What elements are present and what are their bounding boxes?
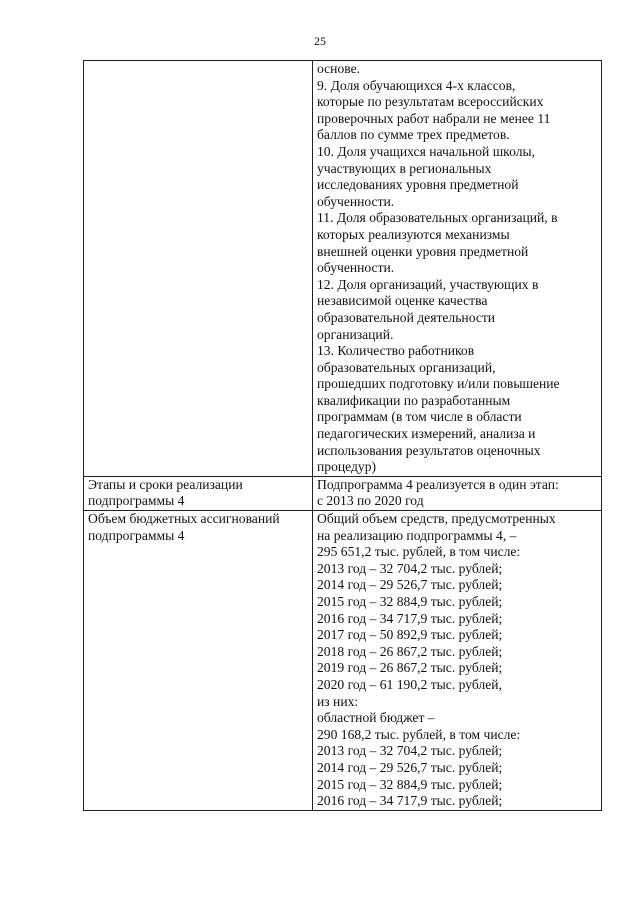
row-content-line: Подпрограмма 4 реализуется в один этап: [317,476,559,492]
row-content-line: независимой оценке качества [317,293,488,309]
row-label-cell [84,511,313,811]
table-row [84,61,602,477]
row-content-line: квалификации по разработанным [317,392,511,408]
row-content-line: образовательных организаций, [317,359,496,375]
row-content-line: 9. Доля обучающихся 4-х классов, [317,77,516,93]
row-label-cell [84,476,313,510]
row-content-line: 2015 год – 32 884,9 тыс. рублей; [317,594,503,609]
row-content-line: процедур) [317,459,377,475]
row-content-line: проверочных работ набрали не менее 11 [317,110,551,126]
row-content-line: 2018 год – 26 867,2 тыс. рублей; [317,643,503,659]
row-content-line: 13. Количество работников [317,343,475,359]
row-content-line: 12. Доля организаций, участвующих в [317,276,539,292]
row-content-line: обученности. [317,260,395,276]
row-content-line: Общий объем средств, предусмотренных [317,511,556,527]
row-content-line: 2014 год – 29 526,7 тыс. рублей; [317,759,503,775]
row-content-line: 2013 год – 32 704,2 тыс. рублей; [317,743,503,759]
table-body [84,61,602,811]
row-content-line: из них: [317,693,359,709]
row-content-line: исследованиях уровня предметной [317,177,519,193]
row-content-line: основе. [317,61,361,76]
row-content-line: участвующих в региональных [317,160,492,176]
row-content-line: 295 651,2 тыс. рублей, в том числе: [317,544,521,560]
row-content-line: 2014 год – 29 526,7 тыс. рублей; [317,577,503,593]
row-content-line: 290 168,2 тыс. рублей, в том числе: [317,726,521,742]
row-label-line: Этапы и сроки реализации [88,476,243,492]
row-content-cell [313,511,602,811]
row-content-line: с 2013 по 2020 год [317,493,424,509]
row-content-line: 2013 год – 32 704,2 тыс. рублей; [317,560,503,576]
subprogram-passport-table [83,60,602,811]
row-content-line: на реализацию подпрограммы 4, – [317,527,517,543]
row-content-line: областной бюджет – [317,710,435,726]
row-content-line: программам (в том числе в области [317,409,522,425]
page-number: 25 [314,34,326,48]
row-content-line: 2016 год – 34 717,9 тыс. рублей; [317,610,503,626]
row-content-line: образовательной деятельности [317,309,496,325]
row-content-line: 11. Доля образовательных организаций, в [317,210,558,226]
row-content-line: обученности. [317,193,395,209]
row-label-line: Объем бюджетных ассигнований [88,511,280,527]
row-content-line: педагогических измерений, анализа и [317,426,536,442]
row-label-line: подпрограммы 4 [88,527,185,543]
row-content-line: использования результатов оценочных [317,442,541,458]
row-content-line: баллов по сумме трех предметов. [317,127,510,143]
table-row [84,511,602,811]
row-label-cell [84,61,313,477]
row-content-line: 2020 год – 61 190,2 тыс. рублей, [317,676,502,692]
row-content-line: 2017 год – 50 892,9 тыс. рублей; [317,627,503,643]
row-content-line: 2016 год – 34 717,9 тыс. рублей; [317,793,503,809]
row-content-line: которых реализуются механизмы [317,226,510,242]
row-content-line: прошедших подготовку и/или повышение [317,376,560,392]
row-content-line: 2015 год – 32 884,9 тыс. рублей; [317,776,503,792]
table-row [84,476,602,510]
row-content-cell [313,61,602,477]
row-content-cell [313,476,602,510]
row-content-line: 2019 год – 26 867,2 тыс. рублей; [317,660,503,676]
row-label-line: подпрограммы 4 [88,493,185,509]
row-content-line: внешней оценки уровня предметной [317,243,529,259]
row-content-line: которые по результатам всероссийских [317,94,544,110]
row-content-line: 10. Доля учащихся начальной школы, [317,143,536,159]
row-content-line: организаций. [317,326,394,342]
